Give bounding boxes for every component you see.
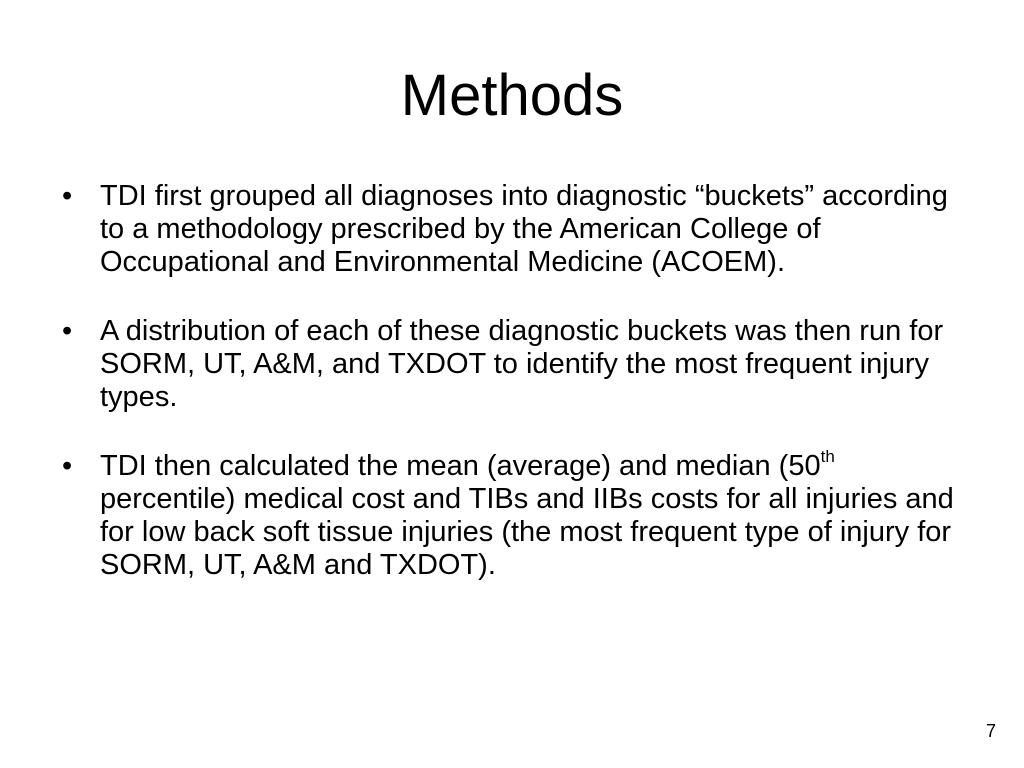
ordinal-superscript: th	[820, 447, 835, 467]
bullet-item-3	[56, 447, 976, 582]
page-number: 7	[985, 721, 996, 741]
bullet-icon: •	[62, 180, 73, 212]
bullet-list	[56, 180, 976, 618]
bullet-icon: •	[62, 450, 73, 482]
bullet-item-2	[56, 315, 976, 414]
bullet-text	[100, 447, 954, 581]
bullet-text-part: percentile) medical cost and TIBs and IIBs costs for all injuries and for low back soft tissue injuries (the most frequent type of injury for SORM, UT, A&M and TXDOT).	[100, 483, 954, 581]
slide-title: Methods	[400, 63, 624, 128]
bullet-text: TDI first grouped all diagnoses into diagnostic “buckets” according to a methodology prescribed by the American College of Occupational and Environmental Medicine (ACOEM).	[100, 180, 948, 278]
bullet-item-1	[56, 180, 976, 279]
bullet-text-part: TDI then calculated the mean (average) and median (50	[100, 450, 821, 482]
bullet-text: A distribution of each of these diagnostic buckets was then run for SORM, UT, A&M, and TXDOT to identify the most frequent injury types.	[100, 315, 944, 413]
bullet-icon: •	[62, 315, 73, 347]
